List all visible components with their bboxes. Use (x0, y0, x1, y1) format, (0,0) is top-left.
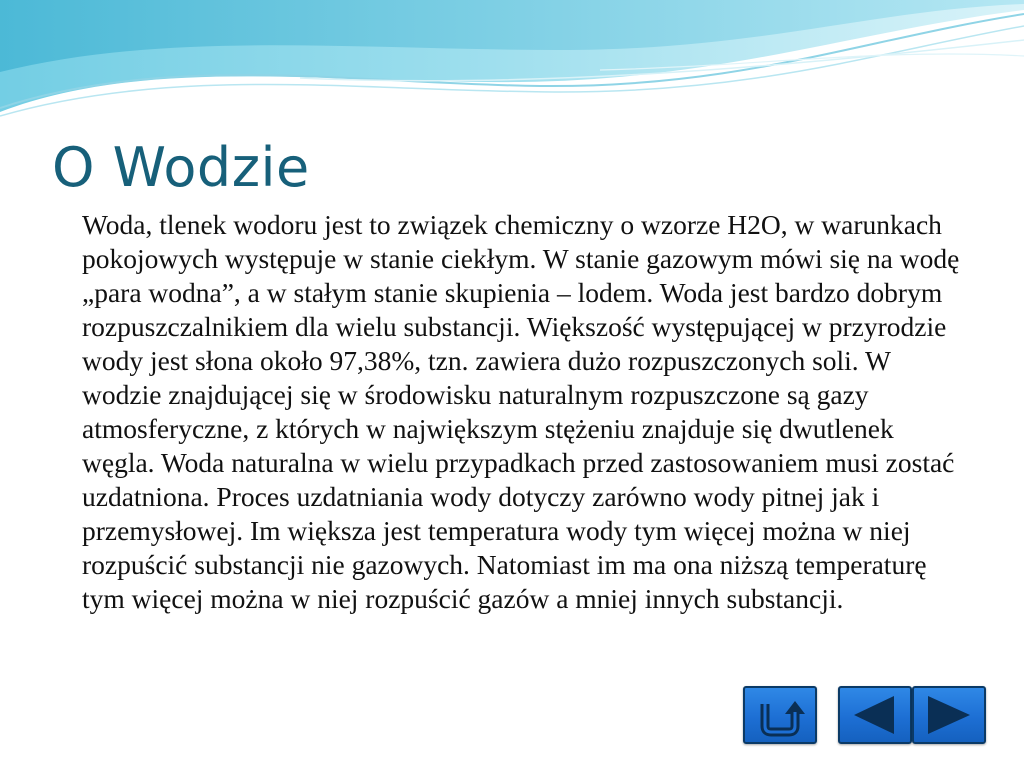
previous-slide-button[interactable] (838, 686, 912, 744)
triangle-right-icon (914, 688, 984, 742)
slide-title: O Wodzie (52, 136, 310, 199)
return-arrow-icon (745, 688, 815, 742)
return-button[interactable] (743, 686, 817, 744)
next-slide-button[interactable] (912, 686, 986, 744)
slide-body-text: Woda, tlenek wodoru jest to związek chemiczny o wzorze H2O, w warunkach pokojowych występuje w stanie ciekłym. W stanie gazowym mówi się na wodę „para wodna”, a w stałym stanie skupienia – lodem. Woda jest bardzo dobrym rozpuszczalnikiem dla wielu substancji. Większość występującej w przyrodzie wody jest słona około 97,38%, tzn. zawiera dużo rozpuszczonych soli. W wodzie znajdującej się w środowisku naturalnym rozpuszczone są gazy atmosferyczne, z których w największym stężeniu znajduje się dwutlenek węgla. Woda naturalna w wielu przypadkach przed zastosowaniem musi zostać uzdatniona. Proces uzdatniania wody dotyczy zarówno wody pitnej jak i przemysłowej. Im większa jest temperatura wody tym więcej można w niej rozpuścić substancji nie gazowych. Natomiast im ma ona niższą temperaturę tym więcej można w niej rozpuścić gazów a mniej innych substancji. (82, 209, 960, 614)
decorative-wave-header (0, 0, 1024, 120)
triangle-left-icon (840, 688, 910, 742)
